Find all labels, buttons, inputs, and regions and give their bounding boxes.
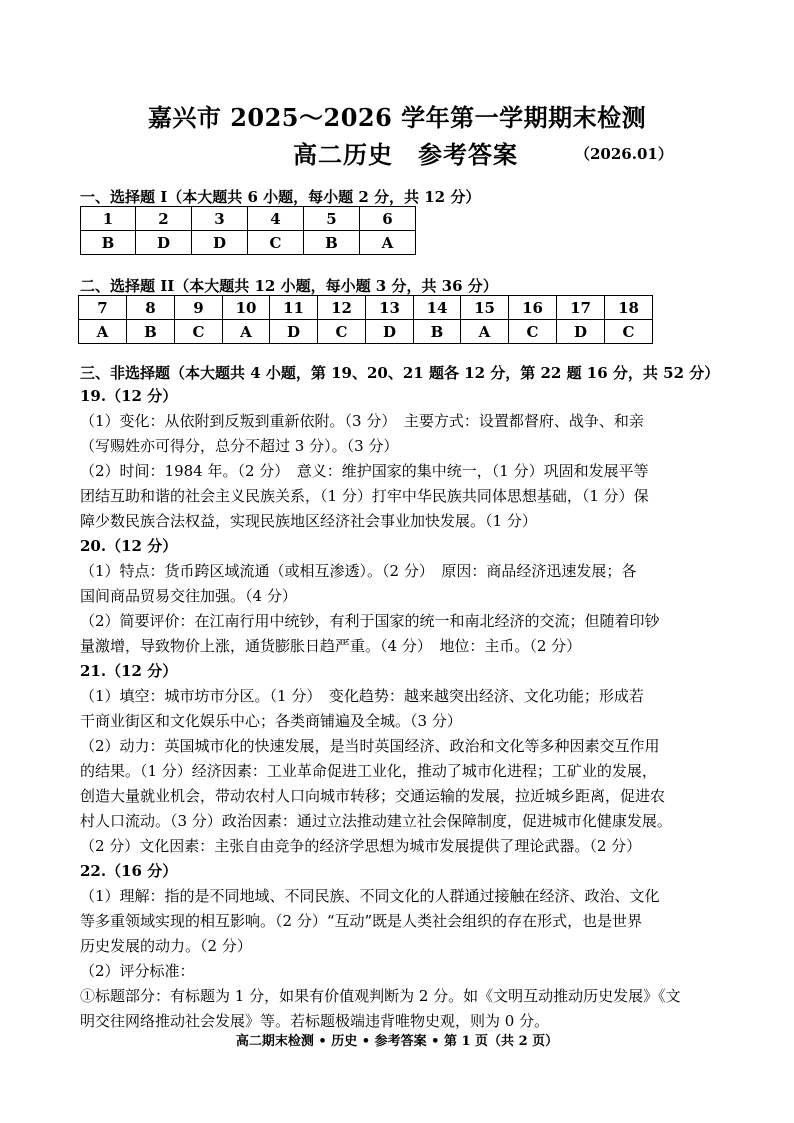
answer-cell: C [248, 231, 304, 255]
page-footer: 高二期末检测 • 历史 • 参考答案 • 第 1 页（共 2 页） [235, 1034, 559, 1049]
question-number: 4 [248, 207, 304, 231]
answer-line: 干商业街区和文化娱乐中心；各类商铺遍及全城。（3 分） [80, 712, 462, 730]
page-subtitle: 高二历史 参考答案 [293, 140, 518, 169]
section1-answer-table [80, 206, 416, 255]
question-21-heading: 21.（12 分） [80, 662, 178, 680]
answer-line: 明交往网络推动社会发展》等。若标题极端违背唯物史观，则为 0 分。 [80, 1012, 550, 1030]
answer-line: （2 分）文化因素：主张自由竞争的经济学思想为城市发展提供了理论武器。（2 分） [80, 837, 642, 855]
table-row [81, 231, 416, 255]
answer-line: 等多重领域实现的相互影响。（2 分）“互动”既是人类社会组织的存在形式，也是世界 [80, 912, 643, 930]
table-row [81, 207, 416, 231]
answer-line: 量激增，导致物价上涨，通货膨胀日趋严重。（4 分） 地位：主币。（2 分） [80, 637, 582, 655]
question-number: 11 [270, 296, 318, 320]
answer-cell: B [414, 320, 461, 344]
answer-line: 创造大量就业机会，带动农村人口向城市转移；交通运输的发展，拉近城乡距离，促进农 [80, 787, 666, 805]
answer-line: （2）评分标准： [80, 962, 195, 980]
question-19-heading: 19.（12 分） [80, 387, 178, 405]
answer-cell: D [366, 320, 414, 344]
answer-cell: D [136, 231, 192, 255]
question-number: 9 [175, 296, 223, 320]
answer-cell: D [192, 231, 248, 255]
answer-cell: D [557, 320, 605, 344]
question-number: 3 [192, 207, 248, 231]
answer-line: （写赐姓亦可得分，总分不超过 3 分）。（3 分） [80, 437, 399, 455]
section1-heading: 一、选择题 I（本大题共 6 小题，每小题 2 分，共 12 分） [80, 188, 481, 206]
question-number: 2 [136, 207, 192, 231]
answer-line: 村人口流动。（3 分）政治因素：通过立法推动建立社会保障制度，促进城市化健康发展。 [80, 812, 672, 830]
answer-line: ①标题部分：有标题为 1 分，如果有价值观判断为 2 分。如《文明互动推动历史发展》《文 [80, 987, 681, 1005]
answer-cell: C [318, 320, 366, 344]
question-number: 5 [304, 207, 360, 231]
question-number: 10 [223, 296, 270, 320]
question-number: 6 [360, 207, 416, 231]
answer-cell: C [175, 320, 223, 344]
answer-line: （1）特点：货币跨区域流通（或相互渗透）。（2 分） 原因：商品经济迅速发展；各 [80, 562, 637, 580]
question-number: 13 [366, 296, 414, 320]
page-title: 嘉兴市 2025～2026 学年第一学期期末检测 [147, 103, 647, 132]
answer-cell: B [127, 320, 175, 344]
question-number: 8 [127, 296, 175, 320]
answer-line: 国间商品贸易交往加强。（4 分） [80, 587, 297, 605]
question-number: 12 [318, 296, 366, 320]
answer-cell: A [360, 231, 416, 255]
section2-answer-table [78, 295, 653, 344]
answer-cell: A [223, 320, 270, 344]
answer-cell: B [81, 231, 136, 255]
question-number: 15 [461, 296, 509, 320]
answer-line: （1）变化：从依附到反叛到重新依附。（3 分） 主要方式：设置都督府、战争、和亲 [80, 412, 644, 430]
answer-body [80, 384, 720, 1034]
question-number: 1 [81, 207, 136, 231]
answer-line: （2）时间：1984 年。（2 分） 意义：维护国家的集中统一，（1 分）巩固和发展平等 [80, 462, 649, 480]
section3-heading: 三、非选择题（本大题共 4 小题，第 19、20、21 题各 12 分，第 22 题 16 分，共 52 分） [80, 364, 720, 382]
answer-line: 团结互助和谐的社会主义民族关系，（1 分）打牢中华民族共同体思想基础，（1 分）保 [80, 487, 649, 505]
subtitle-row [0, 135, 794, 169]
answer-line: （1）理解：指的是不同地域、不同民族、不同文化的人群通过接触在经济、政治、文化 [80, 887, 660, 905]
answer-cell: D [270, 320, 318, 344]
question-20-heading: 20.（12 分） [80, 537, 178, 555]
question-number: 18 [605, 296, 653, 320]
table-row [79, 296, 653, 320]
answer-cell: A [461, 320, 509, 344]
answer-cell: A [79, 320, 127, 344]
question-number: 7 [79, 296, 127, 320]
answer-line: 障少数民族合法权益，实现民族地区经济社会事业加快发展。（1 分） [80, 512, 537, 530]
question-number: 16 [509, 296, 557, 320]
answer-cell: C [605, 320, 653, 344]
answer-line: （1）填空：城市坊市分区。（1 分） 变化趋势：越来越突出经济、文化功能；形成若 [80, 687, 644, 705]
question-number: 14 [414, 296, 461, 320]
exam-date: （2026.01） [575, 145, 673, 163]
answer-line: 的结果。（1 分）经济因素：工业革命促进工业化，推动了城市化进程；工矿业的发展， [80, 762, 657, 780]
answer-line: 历史发展的动力。（2 分） [80, 937, 252, 955]
question-22-heading: 22.（16 分） [80, 862, 178, 880]
answer-cell: C [509, 320, 557, 344]
answer-line: （2）动力：英国城市化的快速发展，是当时英国经济、政治和文化等多种因素交互作用 [80, 737, 660, 755]
table-row [79, 320, 653, 344]
answer-line: （2）简要评价：在江南行用中统钞，有利于国家的统一和南北经济的交流；但随着印钞 [80, 612, 660, 630]
section2-heading: 二、选择题 II（本大题共 12 小题，每小题 3 分，共 36 分） [80, 277, 498, 295]
question-number: 17 [557, 296, 605, 320]
answer-cell: B [304, 231, 360, 255]
